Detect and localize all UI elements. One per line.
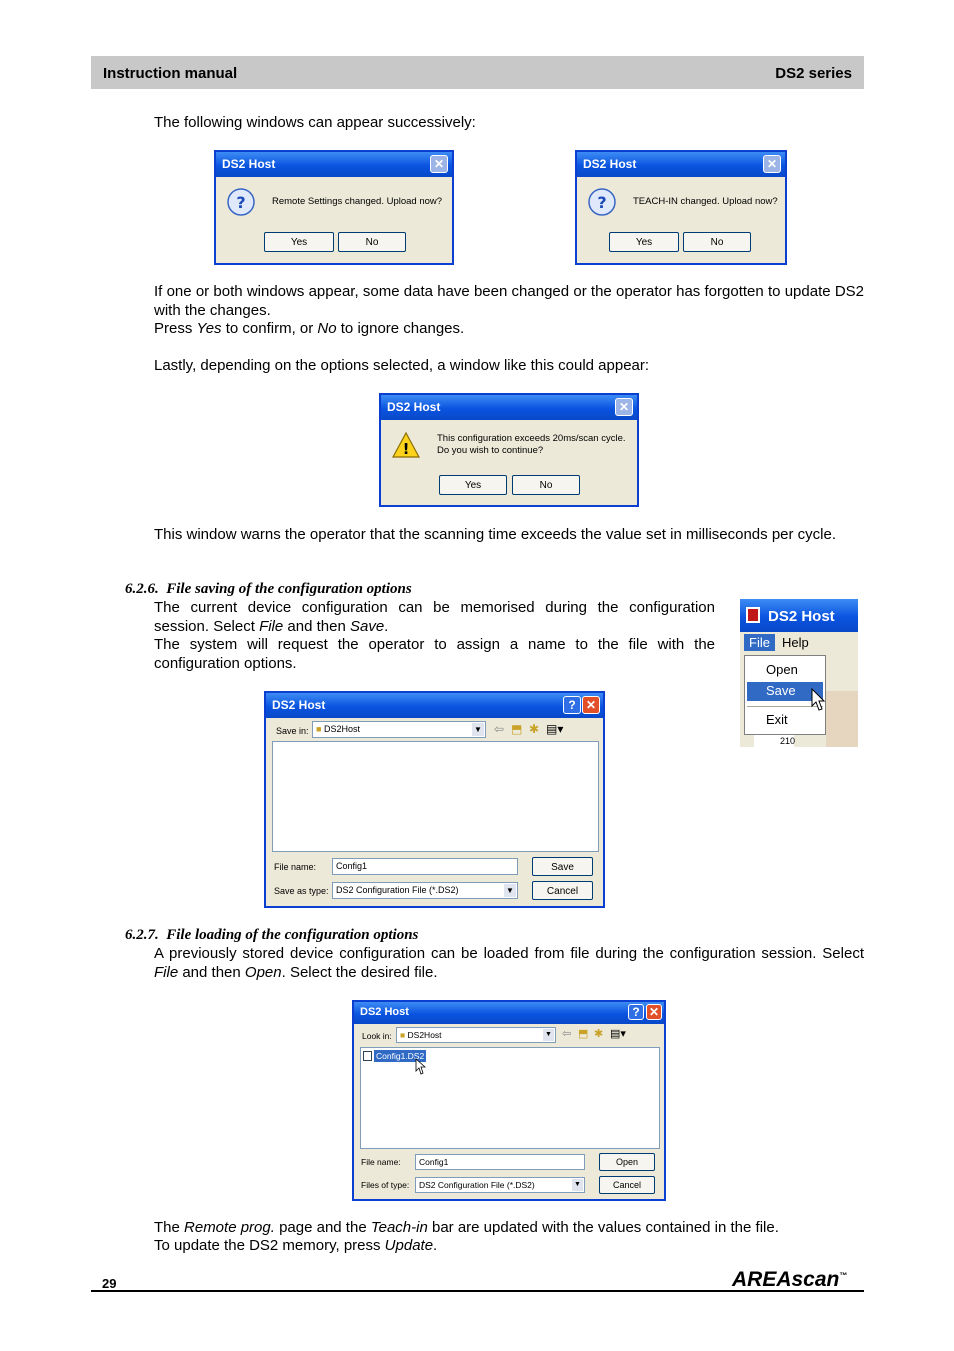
save-button[interactable]: Save [532, 857, 593, 876]
close-icon[interactable]: ✕ [430, 155, 448, 173]
text: and then [283, 617, 350, 635]
titlebar [266, 693, 603, 718]
files-of-type-value: DS2 Configuration File (*.DS2) [419, 1180, 535, 1190]
section-number: 6.2.7. [125, 927, 159, 943]
paragraph-update-memory [154, 1237, 437, 1256]
text: . [433, 1237, 438, 1254]
titlebar [577, 152, 785, 177]
back-icon[interactable]: ⇦ [562, 1028, 572, 1040]
up-folder-icon[interactable]: ⬒ [511, 722, 523, 736]
text: and then [178, 963, 245, 981]
menu-help[interactable]: Help [782, 635, 809, 650]
new-folder-icon[interactable]: ✱ [529, 722, 540, 736]
text-remote-prog: Remote prog. [184, 1219, 275, 1236]
menu-titlebar [740, 599, 858, 632]
file-name-input[interactable]: Config1 [332, 858, 518, 875]
text: to confirm, or [221, 320, 318, 337]
close-icon[interactable]: ✕ [646, 1004, 662, 1020]
header-right: DS2 series [775, 65, 852, 82]
menu-app-title: DS2 Host [768, 608, 835, 625]
text: The [154, 1219, 185, 1236]
view-menu-icon[interactable]: ▤▾ [546, 722, 564, 736]
dialog-title: DS2 Host [387, 400, 441, 414]
intro-text: The following windows can appear successively: [154, 114, 476, 131]
save-dialog [264, 691, 605, 908]
cancel-button[interactable]: Cancel [599, 1176, 655, 1194]
ruler-tick: 210 [780, 736, 796, 746]
folder-icon: ■ [316, 724, 322, 734]
section-number: 6.2.6. [125, 581, 159, 597]
yes-button[interactable]: Yes [609, 232, 679, 252]
text: The current device configuration can be memorised during the configuration session. Select [154, 599, 715, 635]
look-in-value: DS2Host [407, 1030, 442, 1040]
section-heading-loading [125, 927, 418, 944]
message-line: This configuration exceeds 20ms/scan cycle. [437, 433, 626, 444]
back-icon[interactable]: ⇦ [494, 722, 505, 736]
file-name-label: File name: [274, 862, 317, 872]
dialog-message: Remote Settings changed. Upload now? [272, 196, 443, 207]
brand-logo [732, 1268, 847, 1292]
titlebar [216, 152, 452, 177]
dialog-title: DS2 Host [360, 1006, 409, 1018]
close-icon[interactable]: ✕ [763, 155, 781, 173]
svg-text:!: ! [402, 440, 410, 458]
files-of-type-select[interactable] [415, 1177, 585, 1193]
warning-icon [391, 431, 421, 459]
close-icon[interactable]: ✕ [615, 398, 633, 416]
file-item-label: Config1.DS2 [376, 1051, 425, 1061]
text: to ignore changes. [336, 320, 465, 337]
section-heading-saving [125, 581, 412, 598]
file-list[interactable] [272, 741, 599, 852]
svg-text:?: ? [597, 193, 607, 212]
chevron-down-icon[interactable]: ▼ [572, 1179, 583, 1191]
save-in-value: DS2Host [323, 724, 360, 734]
question-icon [226, 188, 256, 218]
file-list[interactable] [360, 1047, 660, 1149]
dialog-message: TEACH-IN changed. Upload now? [633, 196, 778, 207]
save-in-select[interactable] [312, 721, 486, 738]
look-in-select[interactable] [396, 1027, 556, 1043]
text: page and the [274, 1219, 371, 1236]
brand-name: AREAscan [732, 1268, 840, 1291]
folder-icon: ■ [400, 1030, 406, 1040]
app-icon [746, 607, 760, 623]
text-save: Save [349, 617, 385, 635]
text-file: File [259, 617, 284, 635]
save-as-type-value: DS2 Configuration File (*.DS2) [336, 885, 459, 895]
up-folder-icon[interactable]: ⬒ [578, 1028, 589, 1040]
paragraph-changes: If one or both windows appear, some data have been changed or the operator has forgotten to update DS2 with the changes. [154, 283, 864, 319]
menu-screenshot [740, 599, 858, 747]
help-icon[interactable]: ? [563, 696, 581, 714]
yes-button[interactable]: Yes [264, 232, 334, 252]
save-as-type-label: Save as type: [274, 886, 329, 896]
no-button[interactable]: No [683, 232, 751, 252]
menu-item-save-label: Save [766, 683, 796, 698]
chevron-down-icon[interactable]: ▼ [472, 723, 484, 736]
svg-text:?: ? [236, 193, 246, 212]
chevron-down-icon[interactable]: ▼ [543, 1029, 554, 1041]
text: To update the DS2 memory, press [154, 1237, 385, 1254]
file-name-label: File name: [361, 1157, 401, 1167]
text-yes: Yes [196, 320, 222, 337]
text-file: File [154, 963, 179, 981]
text-no: No [317, 320, 337, 337]
text: . [384, 617, 389, 635]
page-number: 29 [102, 1276, 117, 1291]
new-folder-icon[interactable]: ✱ [594, 1028, 604, 1040]
no-button[interactable]: No [512, 475, 580, 495]
text-update: Update [384, 1237, 434, 1254]
message-line: Do you wish to continue? [437, 445, 544, 456]
dialog-title: DS2 Host [583, 157, 637, 171]
paragraph-loading [154, 945, 864, 982]
dialog-message [437, 433, 626, 457]
help-icon[interactable]: ? [628, 1004, 644, 1020]
text: A previously stored device configuration can be loaded from file during the configuration session. Select [154, 945, 864, 962]
dialog-title: DS2 Host [222, 157, 276, 171]
trademark: ™ [839, 1271, 848, 1280]
paragraph-lastly: Lastly, depending on the options selected, a window like this could appear: [154, 357, 650, 374]
question-icon [587, 188, 617, 218]
text-teach-in: Teach-in [370, 1219, 428, 1236]
mouse-cursor-icon [415, 1058, 426, 1076]
file-icon [363, 1051, 372, 1061]
dialog-scan-warning [379, 393, 639, 507]
paragraph-warning: This window warns the operator that the scanning time exceeds the value set in milliseconds per cycle. [154, 526, 837, 543]
paragraph-saving-1 [154, 599, 715, 636]
view-menu-icon[interactable]: ▤▾ [610, 1028, 626, 1040]
look-in-label: Look in: [362, 1031, 392, 1041]
titlebar [354, 1002, 664, 1024]
dialog-remote-settings [214, 150, 454, 265]
menubar [740, 632, 858, 654]
no-button[interactable]: No [338, 232, 406, 252]
page-header [91, 56, 864, 89]
paragraph-press [154, 320, 464, 339]
dialog-teach-in [575, 150, 787, 265]
close-icon[interactable]: ✕ [582, 696, 600, 714]
ruler [754, 735, 794, 747]
section-title: File loading of the configuration options [166, 927, 419, 943]
cancel-button[interactable]: Cancel [532, 881, 593, 900]
save-as-type-select[interactable] [332, 882, 518, 899]
paragraph-saving-2: The system will request the operator to assign a name to the file with the configuration options. [154, 636, 715, 672]
menu-item-exit[interactable]: Exit [766, 712, 788, 727]
file-name-input[interactable]: Config1 [415, 1154, 585, 1170]
yes-button[interactable]: Yes [439, 475, 507, 495]
menu-item-open[interactable]: Open [766, 662, 798, 677]
files-of-type-label: Files of type: [361, 1180, 410, 1190]
text-open: Open [244, 963, 282, 981]
background-panel [826, 691, 858, 747]
open-dialog [352, 1000, 666, 1201]
section-title: File saving of the configuration options [166, 581, 412, 597]
text: . Select the desired file. [281, 963, 438, 981]
titlebar [381, 395, 637, 420]
chevron-down-icon[interactable]: ▼ [504, 884, 516, 897]
open-button[interactable]: Open [599, 1153, 655, 1171]
menu-file[interactable]: File [744, 634, 775, 651]
text: Press [154, 320, 197, 337]
paragraph-updated [154, 1219, 779, 1238]
text: bar are updated with the values contained in the file. [427, 1219, 779, 1236]
save-in-label: Save in: [276, 726, 309, 736]
mouse-cursor-icon [811, 688, 825, 712]
dialog-title: DS2 Host [272, 698, 326, 712]
header-left: Instruction manual [103, 65, 238, 82]
